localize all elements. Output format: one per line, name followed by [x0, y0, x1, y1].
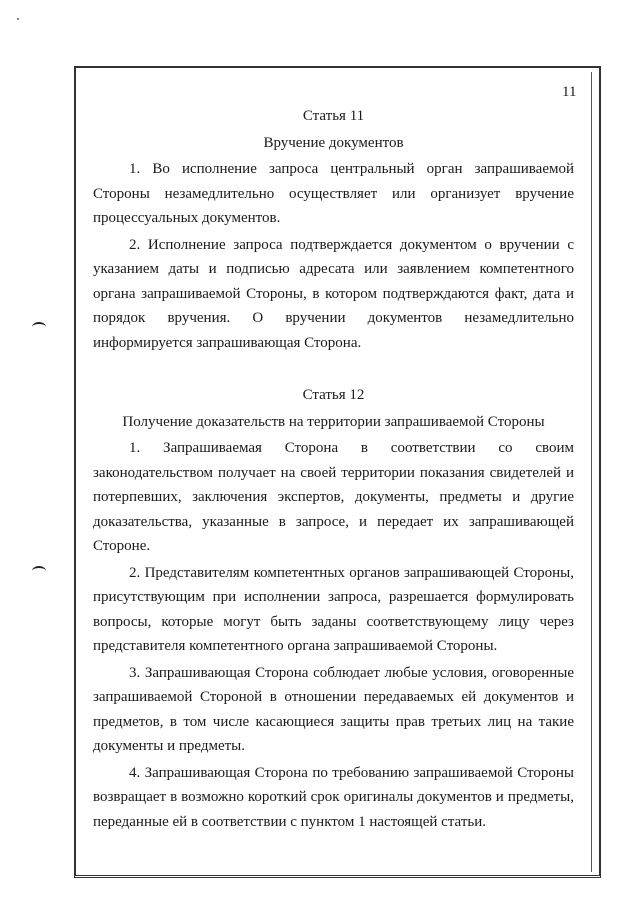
article-11-paragraph-1: 1. Во исполнение запроса центральный орган запрашиваемой Стороны незамедлительно осуществляет или организует вручение процессуальных документов.: [93, 161, 574, 226]
article-12-title: Статья 12: [302, 387, 365, 403]
article-12-paragraph-2: 2. Представителям компетентных органов запрашивающей Стороны, присутствующим при исполнении запроса, разрешается формулировать вопросы, которые могут быть заданы соответствующему лицу через представителя компетентного органа запрашиваемой Стороны.: [93, 564, 574, 654]
hole-punch-mark: [32, 566, 46, 576]
article-12-paragraph-1: 1. Запрашиваемая Сторона в соответствии со своим законодательством получает на своей территории показания свидетелей и потерпевших, заключения экспертов, документы, предметы и другие доказательства, указанные в запросе, и передает их запрашивающей Стороне.: [93, 440, 574, 554]
article-11-subtitle: Вручение документов: [263, 134, 404, 151]
article-12: [93, 383, 574, 834]
article-11-title: Статья 11: [302, 108, 365, 124]
hole-punch-mark: [32, 322, 46, 332]
article-12-paragraph-4: 4. Запрашивающая Сторона по требованию запрашиваемой Стороны возвращает в возможно короткий срок оригиналы документов и предметы, переданные ей в соответствии с пунктом 1 настоящей статьи.: [93, 764, 574, 830]
document-body: [93, 104, 574, 834]
page-number: 11: [562, 84, 577, 100]
article-12-paragraph-3: 3. Запрашивающая Сторона соблюдает любые условия, оговоренные запрашиваемой Стороной в отношении передаваемых ей документов и предметов, в том числе касающиеся защиты прав третьих лиц на такие документы и предметы.: [93, 664, 574, 754]
article-11: [93, 104, 574, 355]
scan-speck: [17, 18, 19, 20]
frame-inner-line: [591, 72, 592, 872]
article-11-paragraph-2: 2. Исполнение запроса подтверждается документом о вручении с указанием даты и подписью адресата или заявлением компетентного органа запрашиваемой Стороны, в котором подтверждаются факт, дата и порядок вручения. О вручении документов незамедлительно информируется запрашивающая Сторона.: [93, 236, 574, 351]
article-12-subtitle: Получение доказательств на территории запрашиваемой Стороны: [122, 413, 545, 430]
